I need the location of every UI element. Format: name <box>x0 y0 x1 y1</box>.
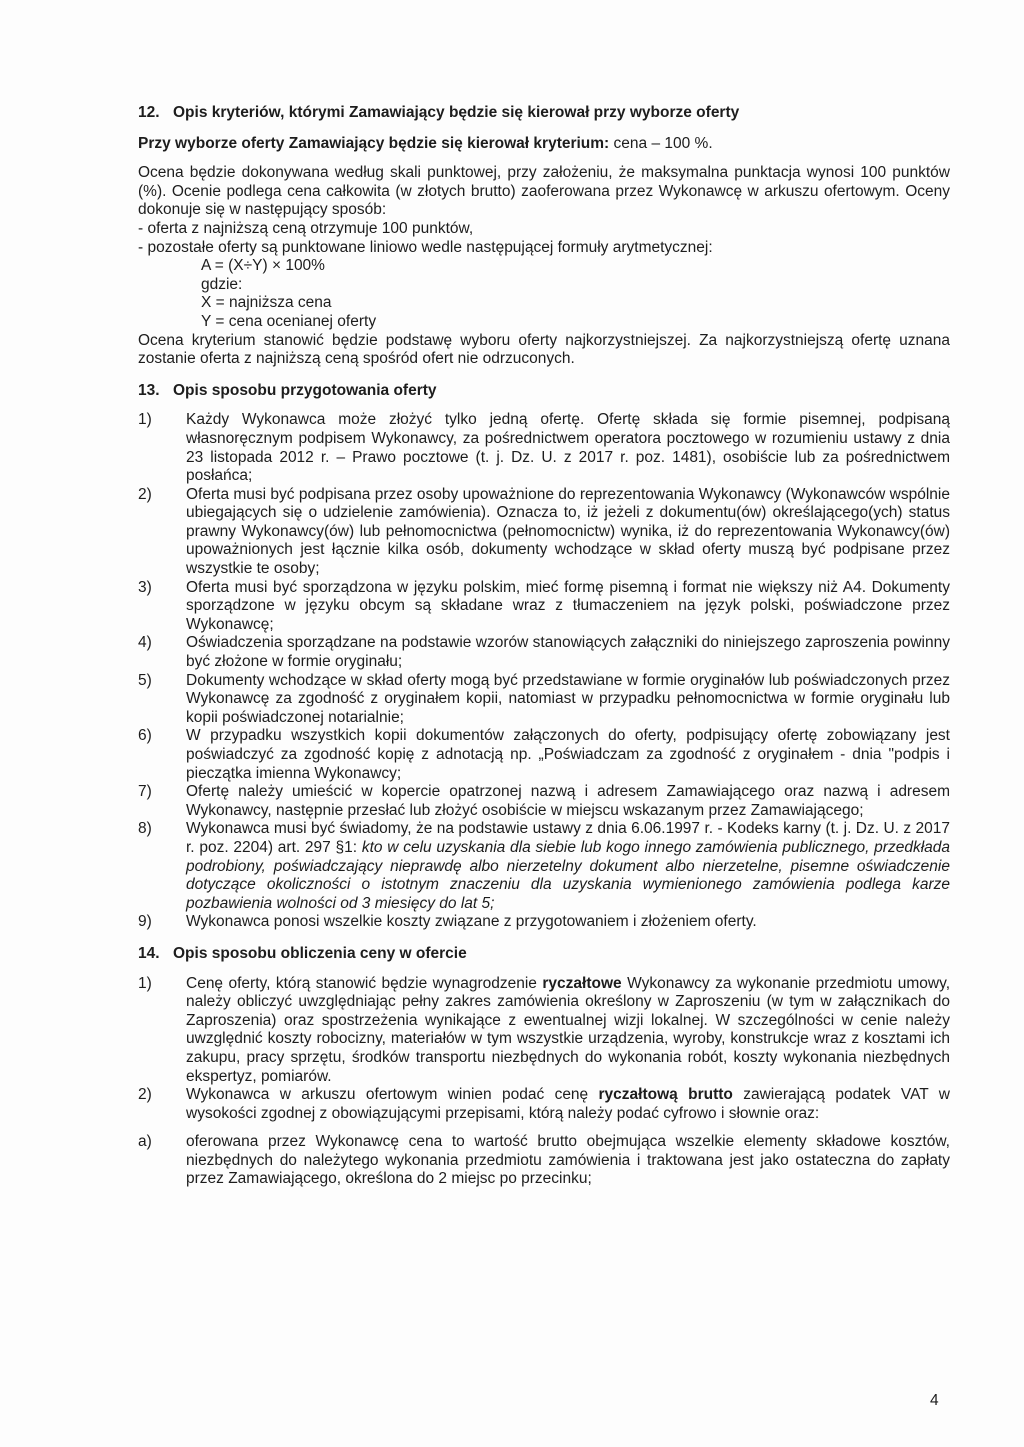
item-text: Oświadczenia sporządzane na podstawie wzorów stanowiących załączniki do niniejszego zaproszenia powinny być złożone w formie oryginału; <box>186 634 950 671</box>
bullet: - oferta z najniższą ceną otrzymuje 100 punktów, <box>138 219 474 237</box>
s13-list <box>138 411 950 932</box>
item-number: 2) <box>138 1086 152 1104</box>
paragraph: Ocena będzie dokonywana według skali punktowej, przy założeniu, że maksymalna punktacja wynosi 100 punktów (%). Ocenie podlega cena całkowita (w złotych brutto) zaoferowana przez Wykonawcę w arkuszu ofertowym. Oceny dokonuje się w następujący sposób: <box>138 164 950 219</box>
criterion-value: cena – 100 %. <box>609 134 713 152</box>
list-item <box>138 411 950 485</box>
section-title: Opis sposobu obliczenia ceny w ofercie <box>173 944 467 962</box>
section-number: 12. <box>138 104 160 121</box>
item-text: W przypadku wszystkich kopii dokumentów załączonych do oferty, podpisujący ofertę zobowiązany jest poświadczyć za zgodność kopię z adnotacją np. „Poświadczam za zgodność z oryginałem - dnia "podpis i pieczątka imienna Wykonawcy; <box>186 727 950 782</box>
item-number: 1) <box>138 411 152 429</box>
y-definition: Y = cena ocenianej oferty <box>201 312 377 330</box>
item-text: Wykonawca w arkuszu ofertowym winien podać cenę <box>186 1086 599 1104</box>
section-number: 14. <box>138 944 160 962</box>
item-number: 4) <box>138 634 152 652</box>
section-title: Opis sposobu przygotowania oferty <box>173 381 437 399</box>
paragraph: Ocena kryterium stanowić będzie podstawę wyboru oferty najkorzystniejszej. Za najkorzystniejszą ofertę uznana zostanie oferta z najniższą ceną spośród ofert nie odrzuconych. <box>138 331 950 368</box>
section-12-heading <box>138 104 950 123</box>
item-number: 3) <box>138 578 152 596</box>
bullet: - pozostałe oferty są punktowane liniowo wedle następującej formuły arytmetycznej: <box>138 238 713 256</box>
section-14-heading <box>138 945 950 964</box>
document-page <box>138 104 950 1189</box>
x-definition: X = najniższa cena <box>201 294 332 312</box>
list-item <box>138 579 950 635</box>
item-number: 2) <box>138 485 152 503</box>
list-item <box>138 913 950 932</box>
list-item <box>138 820 950 913</box>
item-number: 9) <box>138 913 152 931</box>
list-item <box>138 634 950 671</box>
item-text: Dokumenty wchodzące w skład oferty mogą być przedstawiane w formie oryginałów lub poświadczonych przez Wykonawcę za zgodność z oryginałem kopii, natomiast w przypadku pełnomocnictwa w formie oryginału lub kopii poświadczonej notarialnie; <box>186 671 950 726</box>
section-13-heading <box>138 382 950 401</box>
item-text: Cenę oferty, którą stanowić będzie wynagrodzenie <box>186 974 543 992</box>
list-item <box>138 783 950 820</box>
item-number: 5) <box>138 671 152 689</box>
section-title: Opis kryteriów, którymi Zamawiający będzie się kierował przy wyborze oferty <box>173 104 740 121</box>
criterion-label: Przy wyborze oferty Zamawiający będzie się kierował kryterium: <box>138 134 610 152</box>
item-text-container <box>186 820 950 913</box>
criterion-line <box>138 135 950 154</box>
item-text: zawierającą podatek VAT w wysokości zgodnej z obowiązującymi przepisami, którą należy podać cyfrowo i słownie oraz: <box>186 1086 950 1122</box>
list-item <box>138 486 950 579</box>
item-text: Oferta musi być podpisana przez osoby upoważnione do reprezentowania Wykonawcy (Wykonawców wspólnie ubiegających się o udzielenie zamówienia). Oznacza to, iż jeżeli z dokumentu(ów) określającego(ych) status prawny Wykonawcy(ów) lub pełnomocnictwa (pełnomocnictw) wynika, iż do reprezentowania Wykonawcy(ów) upoważnionych jest łącznie kilka osób, dokumenty wchodzące w skład oferty muszą być podpisane przez wszystkie te osoby; <box>186 485 950 578</box>
where-label: gdzie: <box>201 275 243 293</box>
item-text: oferowana przez Wykonawcę cena to wartość brutto obejmująca wszelkie elementy składowe kosztów, niezbędnych do należytego wykonania przedmiotu zamówienia i traktowana jest jako ostateczna do zapłaty przez Zamawiającego, określona do 2 miejsc po przecinku; <box>186 1133 950 1188</box>
item-number: 8) <box>138 820 152 838</box>
item-bold-text: ryczałtowe <box>542 974 622 992</box>
item-text-container <box>186 975 950 1087</box>
item-text: Wykonawcy za wykonanie przedmiotu umowy, należy obliczyć uwzględniając pełny zakres zamówienia określony w Zaproszeniu (w tym w załącznikach do Zaproszenia) oraz spostrzeżenia wynikające z ewentualnej wizji lokalnej. W szczególności w cenie należy uwzględnić koszty robocizny, materiałów w tym wszystkie urządzenia, wyroby, konstrukcje wraz z kosztami ich zakupu, pracy sprzętu, środków transportu niezbędnych do wykonania robót, koszty wykonania niezbędnych ekspertyz, pomiarów. <box>186 974 950 1085</box>
item-text: Oferta musi być sporządzona w języku polskim, mieć formę pisemną i format nie większy niż A4. Dokumenty sporządzone w języku obcym są składane wraz z tłumaczeniem na język polski, poświadczone przez Wykonawcę; <box>186 578 950 633</box>
item-letter: a) <box>138 1133 152 1151</box>
list-item <box>138 1133 950 1189</box>
item-text: Każdy Wykonawca może złożyć tylko jedną ofertę. Ofertę składa się formie pisemnej, podpisaną własnoręcznym podpisem Wykonawcy, za pośrednictwem operatora pocztowego w rozumieniu ustawy z dnia 23 listopada 2012 r. – Prawo pocztowe (t. j. Dz. U. z 2017 r. poz. 1481), osobiście lub za pośrednictwem posłańca; <box>186 411 950 485</box>
item-text: Wykonawca ponosi wszelkie koszty związane z przygotowaniem i złożeniem oferty. <box>186 913 757 931</box>
list-item <box>138 975 950 1087</box>
list-item <box>138 672 950 728</box>
section-number: 13. <box>138 381 160 399</box>
item-number: 1) <box>138 974 152 992</box>
item-italic-quote: kto w celu uzyskania dla siebie lub kogo innego zamówienia publicznego, przedkłada podrobiony, poświadczający nieprawdę albo nierzetelny dokument albo nierzetelne, pisemne oświadczenie dotyczące okoliczności o istotnym znaczeniu dla uzyskania wymienionego zamówienia podlega karze pozbawienia wolności od 3 miesięcy do lat 5; <box>186 838 951 912</box>
list-item <box>138 1086 950 1123</box>
item-text: Wykonawca musi być świadomy, że na podstawie ustawy z dnia 6.06.1997 r. - Kodeks karny (t. j. Dz. U. z 2017 r. poz. 2204) art. 297 §1: <box>186 820 950 856</box>
formula: A = (X÷Y) × 100% <box>201 257 325 275</box>
item-text: Ofertę należy umieścić w kopercie opatrzonej nazwą i adresem Zamawiającego oraz nazwą i adresem Wykonawcy, następnie przesłać lub złożyć osobiście w miejscu wskazanym przez Zamawiającego; <box>186 783 950 819</box>
item-text-container <box>186 1086 950 1123</box>
item-number: 7) <box>138 783 152 801</box>
item-bold-text: ryczałtową brutto <box>598 1086 733 1104</box>
page-number: 4 <box>930 1392 939 1409</box>
list-item <box>138 727 950 783</box>
item-number: 6) <box>138 727 152 745</box>
